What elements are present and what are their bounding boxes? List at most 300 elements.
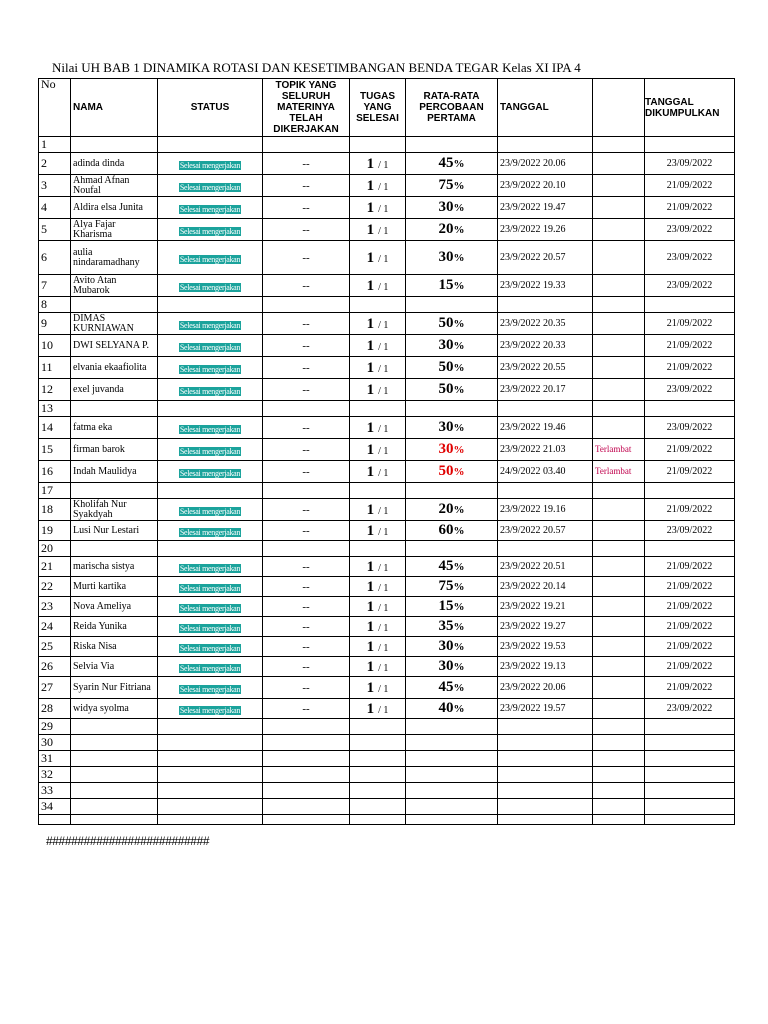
topik-value: -- xyxy=(263,677,350,699)
row-number: 1 xyxy=(39,137,71,153)
header-row xyxy=(39,79,735,137)
tugas-done: 1 xyxy=(366,381,375,398)
topik-value: -- xyxy=(263,499,350,521)
status-badge[interactable]: Selesai mengerjakan xyxy=(179,506,241,516)
late-note xyxy=(593,197,645,219)
collected-date xyxy=(645,719,735,735)
tugas-done: 1 xyxy=(366,638,375,655)
status-badge[interactable]: Selesai mengerjakan xyxy=(179,705,241,715)
collected-date: 23/09/2022 xyxy=(645,241,735,275)
late-note xyxy=(593,597,645,617)
tugas-cell xyxy=(350,175,406,197)
status-cell xyxy=(158,197,263,219)
tugas-cell xyxy=(350,751,406,767)
submission-timestamp: 23/9/2022 19.21 xyxy=(498,597,593,617)
late-note xyxy=(593,241,645,275)
tugas-cell xyxy=(350,357,406,379)
table-row xyxy=(39,313,735,335)
status-cell xyxy=(158,637,263,657)
tugas-cell xyxy=(350,783,406,799)
status-cell xyxy=(158,767,263,783)
table-row xyxy=(39,153,735,175)
row-number: 18 xyxy=(39,499,71,521)
tugas-cell xyxy=(350,499,406,521)
table-row xyxy=(39,379,735,401)
status-badge[interactable]: Selesai mengerjakan xyxy=(179,182,241,192)
tugas-done: 1 xyxy=(366,337,375,354)
status-cell xyxy=(158,735,263,751)
header-tanggal: TANGGAL xyxy=(498,79,593,137)
late-note: Terlambat xyxy=(593,461,645,483)
collected-date: 21/09/2022 xyxy=(645,335,735,357)
score-value: 45 xyxy=(438,679,454,695)
late-note xyxy=(593,335,645,357)
tugas-done: 1 xyxy=(366,578,375,595)
row-number: 15 xyxy=(39,439,71,461)
topik-value: -- xyxy=(263,335,350,357)
percent-sign: % xyxy=(453,525,465,537)
table-row xyxy=(39,197,735,219)
late-note xyxy=(593,483,645,499)
collected-date: 21/09/2022 xyxy=(645,577,735,597)
score-cell xyxy=(406,577,498,597)
status-badge[interactable]: Selesai mengerjakan xyxy=(179,160,241,170)
header-tanggal-dikumpulkan: TANGGAL DIKUMPULKAN xyxy=(645,79,735,137)
collected-date xyxy=(645,541,735,557)
table-row xyxy=(39,483,735,499)
student-name: DIMAS KURNIAWAN xyxy=(71,313,158,335)
row-number: 19 xyxy=(39,521,71,541)
score-cell xyxy=(406,357,498,379)
submission-timestamp: 23/9/2022 19.46 xyxy=(498,417,593,439)
row-number: 29 xyxy=(39,719,71,735)
submission-timestamp xyxy=(498,483,593,499)
submission-timestamp: 24/9/2022 03.40 xyxy=(498,461,593,483)
late-note xyxy=(593,175,645,197)
submission-timestamp xyxy=(498,137,593,153)
status-cell xyxy=(158,751,263,767)
tugas-total: / 1 xyxy=(378,683,389,695)
topik-value: -- xyxy=(263,379,350,401)
table-row xyxy=(39,637,735,657)
tugas-done: 1 xyxy=(366,522,375,539)
student-name: widya syolma xyxy=(71,699,158,719)
row-number: 4 xyxy=(39,197,71,219)
topik-value: -- xyxy=(263,219,350,241)
student-name: Indah Maulidya xyxy=(71,461,158,483)
tugas-done: 1 xyxy=(366,249,375,266)
tugas-total: / 1 xyxy=(378,203,389,215)
percent-sign: % xyxy=(453,682,465,694)
topik-value: -- xyxy=(263,241,350,275)
status-badge[interactable]: Selesai mengerjakan xyxy=(179,386,241,396)
student-name: Syarin Nur Fitriana xyxy=(71,677,158,699)
topik-value xyxy=(263,815,350,825)
late-note xyxy=(593,719,645,735)
table-row xyxy=(39,699,735,719)
late-note xyxy=(593,357,645,379)
tugas-cell xyxy=(350,439,406,461)
submission-timestamp: 23/9/2022 21.03 xyxy=(498,439,593,461)
submission-timestamp: 23/9/2022 19.47 xyxy=(498,197,593,219)
late-note xyxy=(593,799,645,815)
student-name: Kholifah Nur Syakdyah xyxy=(71,499,158,521)
student-name: Reida Yunika xyxy=(71,617,158,637)
score-cell xyxy=(406,521,498,541)
table-row xyxy=(39,297,735,313)
late-note xyxy=(593,617,645,637)
percent-sign: % xyxy=(453,202,465,214)
status-cell xyxy=(158,815,263,825)
row-number: 13 xyxy=(39,401,71,417)
row-number: 23 xyxy=(39,597,71,617)
score-cell xyxy=(406,499,498,521)
late-note xyxy=(593,219,645,241)
collected-date: 21/09/2022 xyxy=(645,637,735,657)
footer-hash: ########################## xyxy=(46,834,210,848)
score-value: 30 xyxy=(438,337,454,353)
topik-value xyxy=(263,751,350,767)
row-number: 26 xyxy=(39,657,71,677)
percent-sign: % xyxy=(453,252,465,264)
topik-value: -- xyxy=(263,699,350,719)
student-name: Nova Ameliya xyxy=(71,597,158,617)
tugas-cell xyxy=(350,617,406,637)
late-note xyxy=(593,417,645,439)
score-value: 20 xyxy=(438,221,454,237)
row-number xyxy=(39,815,71,825)
status-badge[interactable]: Selesai mengerjakan xyxy=(179,282,241,292)
score-cell xyxy=(406,461,498,483)
collected-date: 21/09/2022 xyxy=(645,175,735,197)
tugas-total: / 1 xyxy=(378,642,389,654)
collected-date: 21/09/2022 xyxy=(645,597,735,617)
submission-timestamp: 23/9/2022 20.33 xyxy=(498,335,593,357)
tugas-cell xyxy=(350,313,406,335)
tugas-done: 1 xyxy=(366,155,375,172)
status-badge[interactable]: Selesai mengerjakan xyxy=(179,563,241,573)
sheet-title: Nilai UH BAB 1 DINAMIKA ROTASI DAN KESETIMBANGAN BENDA TEGAR Kelas XI IPA 4 xyxy=(52,60,581,75)
submission-timestamp: 23/9/2022 20.51 xyxy=(498,557,593,577)
status-badge[interactable]: Selesai mengerjakan xyxy=(179,583,241,593)
topik-value: -- xyxy=(263,577,350,597)
tugas-done: 1 xyxy=(366,679,375,696)
late-note xyxy=(593,313,645,335)
score-cell xyxy=(406,783,498,799)
table-row xyxy=(39,735,735,751)
score-cell xyxy=(406,735,498,751)
score-cell xyxy=(406,557,498,577)
collected-date: 23/09/2022 xyxy=(645,219,735,241)
submission-timestamp: 23/9/2022 19.27 xyxy=(498,617,593,637)
collected-date xyxy=(645,751,735,767)
topik-value xyxy=(263,541,350,557)
submission-timestamp: 23/9/2022 19.57 xyxy=(498,699,593,719)
percent-sign: % xyxy=(453,581,465,593)
tugas-total: / 1 xyxy=(378,423,389,435)
late-note xyxy=(593,297,645,313)
late-note xyxy=(593,541,645,557)
percent-sign: % xyxy=(453,703,465,715)
tugas-done: 1 xyxy=(366,558,375,575)
row-number: 14 xyxy=(39,417,71,439)
late-note xyxy=(593,657,645,677)
score-value: 15 xyxy=(438,598,454,614)
collected-date: 21/09/2022 xyxy=(645,197,735,219)
tugas-cell xyxy=(350,219,406,241)
tugas-cell xyxy=(350,767,406,783)
score-cell xyxy=(406,175,498,197)
student-name: exel juvanda xyxy=(71,379,158,401)
topik-value: -- xyxy=(263,417,350,439)
collected-date xyxy=(645,783,735,799)
tugas-cell xyxy=(350,677,406,699)
student-name: elvania ekaafiolita xyxy=(71,357,158,379)
student-name: adinda dinda xyxy=(71,153,158,175)
table-row xyxy=(39,241,735,275)
status-badge[interactable]: Selesai mengerjakan xyxy=(179,342,241,352)
tugas-done: 1 xyxy=(366,501,375,518)
topik-value xyxy=(263,719,350,735)
tugas-done: 1 xyxy=(366,463,375,480)
status-badge[interactable]: Selesai mengerjakan xyxy=(179,468,241,478)
collected-date xyxy=(645,767,735,783)
score-value: 50 xyxy=(438,381,454,397)
collected-date: 23/09/2022 xyxy=(645,379,735,401)
score-value: 30 xyxy=(438,419,454,435)
table-row xyxy=(39,275,735,297)
submission-timestamp: 23/9/2022 19.53 xyxy=(498,637,593,657)
percent-sign: % xyxy=(453,340,465,352)
tugas-total: / 1 xyxy=(378,341,389,353)
score-cell xyxy=(406,699,498,719)
status-cell xyxy=(158,483,263,499)
status-cell xyxy=(158,357,263,379)
score-value: 75 xyxy=(438,177,454,193)
row-number: 9 xyxy=(39,313,71,335)
collected-date xyxy=(645,297,735,313)
status-cell xyxy=(158,499,263,521)
late-note xyxy=(593,401,645,417)
submission-timestamp: 23/9/2022 19.26 xyxy=(498,219,593,241)
table-row xyxy=(39,521,735,541)
tugas-done: 1 xyxy=(366,658,375,675)
status-badge[interactable]: Selesai mengerjakan xyxy=(179,424,241,434)
score-cell xyxy=(406,483,498,499)
row-number: 3 xyxy=(39,175,71,197)
tugas-total: / 1 xyxy=(378,281,389,293)
topik-value: -- xyxy=(263,357,350,379)
student-name: Murti kartika xyxy=(71,577,158,597)
collected-date: 21/09/2022 xyxy=(645,439,735,461)
score-cell xyxy=(406,767,498,783)
student-name: firman barok xyxy=(71,439,158,461)
status-badge[interactable]: Selesai mengerjakan xyxy=(179,603,241,613)
score-cell xyxy=(406,439,498,461)
header-tugas: TUGAS YANG SELESAI xyxy=(350,79,406,137)
score-cell xyxy=(406,313,498,335)
student-name: Avito Atan Mubarok xyxy=(71,275,158,297)
topik-value xyxy=(263,783,350,799)
late-note xyxy=(593,275,645,297)
score-value: 40 xyxy=(438,700,454,716)
status-cell xyxy=(158,699,263,719)
late-note xyxy=(593,767,645,783)
late-note xyxy=(593,677,645,699)
percent-sign: % xyxy=(453,601,465,613)
tugas-cell xyxy=(350,557,406,577)
tugas-cell xyxy=(350,577,406,597)
row-number: 12 xyxy=(39,379,71,401)
late-note xyxy=(593,699,645,719)
status-badge[interactable]: Selesai mengerjakan xyxy=(179,643,241,653)
student-name: Aldira elsa Junita xyxy=(71,197,158,219)
late-note xyxy=(593,499,645,521)
score-cell xyxy=(406,153,498,175)
row-number: 27 xyxy=(39,677,71,699)
status-cell xyxy=(158,275,263,297)
table-row xyxy=(39,657,735,677)
status-badge[interactable]: Selesai mengerjakan xyxy=(179,446,241,456)
late-note xyxy=(593,379,645,401)
tugas-done: 1 xyxy=(366,277,375,294)
collected-date: 21/09/2022 xyxy=(645,499,735,521)
topik-value xyxy=(263,483,350,499)
tugas-total: / 1 xyxy=(378,225,389,237)
tugas-cell xyxy=(350,197,406,219)
status-badge[interactable]: Selesai mengerjakan xyxy=(179,320,241,330)
student-name: Lusi Nur Lestari xyxy=(71,521,158,541)
row-number: 33 xyxy=(39,783,71,799)
late-note xyxy=(593,137,645,153)
tugas-cell xyxy=(350,699,406,719)
score-cell xyxy=(406,379,498,401)
tugas-cell xyxy=(350,719,406,735)
submission-timestamp xyxy=(498,767,593,783)
collected-date: 23/09/2022 xyxy=(645,521,735,541)
status-cell xyxy=(158,617,263,637)
status-badge[interactable]: Selesai mengerjakan xyxy=(179,527,241,537)
status-badge[interactable]: Selesai mengerjakan xyxy=(179,204,241,214)
status-cell xyxy=(158,677,263,699)
table-row xyxy=(39,175,735,197)
tugas-done: 1 xyxy=(366,419,375,436)
student-name xyxy=(71,483,158,499)
table-row xyxy=(39,577,735,597)
percent-sign: % xyxy=(453,661,465,673)
student-name: DWI SELYANA P. xyxy=(71,335,158,357)
topik-value: -- xyxy=(263,275,350,297)
tugas-total: / 1 xyxy=(378,622,389,634)
status-cell xyxy=(158,313,263,335)
submission-timestamp xyxy=(498,751,593,767)
status-cell xyxy=(158,241,263,275)
student-name: Riska Nisa xyxy=(71,637,158,657)
score-cell xyxy=(406,597,498,617)
percent-sign: % xyxy=(453,621,465,633)
score-value: 50 xyxy=(438,315,454,331)
tugas-total: / 1 xyxy=(378,467,389,479)
late-note xyxy=(593,153,645,175)
topik-value: -- xyxy=(263,175,350,197)
status-cell xyxy=(158,597,263,617)
score-cell xyxy=(406,417,498,439)
tugas-cell xyxy=(350,657,406,677)
status-badge[interactable]: Selesai mengerjakan xyxy=(179,226,241,236)
collected-date: 21/09/2022 xyxy=(645,617,735,637)
collected-date: 23/09/2022 xyxy=(645,275,735,297)
topik-value: -- xyxy=(263,197,350,219)
tugas-cell xyxy=(350,297,406,313)
tugas-cell xyxy=(350,401,406,417)
status-cell xyxy=(158,417,263,439)
table-row xyxy=(39,499,735,521)
table-row xyxy=(39,767,735,783)
tugas-cell xyxy=(350,483,406,499)
late-note xyxy=(593,751,645,767)
percent-sign: % xyxy=(453,422,465,434)
collected-date xyxy=(645,815,735,825)
student-name: Ahmad Afnan Noufal xyxy=(71,175,158,197)
status-badge[interactable]: Selesai mengerjakan xyxy=(179,623,241,633)
topik-value xyxy=(263,401,350,417)
percent-sign: % xyxy=(453,466,465,478)
status-cell xyxy=(158,657,263,677)
student-name xyxy=(71,401,158,417)
submission-timestamp: 23/9/2022 19.13 xyxy=(498,657,593,677)
percent-sign: % xyxy=(453,444,465,456)
table-row xyxy=(39,815,735,825)
status-badge[interactable]: Selesai mengerjakan xyxy=(179,254,241,264)
status-badge[interactable]: Selesai mengerjakan xyxy=(179,684,241,694)
table-row xyxy=(39,401,735,417)
percent-sign: % xyxy=(453,504,465,516)
row-number: 25 xyxy=(39,637,71,657)
status-cell xyxy=(158,379,263,401)
row-number: 30 xyxy=(39,735,71,751)
collected-date: 21/09/2022 xyxy=(645,557,735,577)
collected-date: 23/09/2022 xyxy=(645,699,735,719)
student-name xyxy=(71,541,158,557)
table-row xyxy=(39,783,735,799)
late-note: Terlambat xyxy=(593,439,645,461)
row-number: 17 xyxy=(39,483,71,499)
table-row xyxy=(39,541,735,557)
tugas-cell xyxy=(350,815,406,825)
status-badge[interactable]: Selesai mengerjakan xyxy=(179,364,241,374)
score-cell xyxy=(406,541,498,557)
score-cell xyxy=(406,275,498,297)
row-number: 7 xyxy=(39,275,71,297)
status-cell xyxy=(158,439,263,461)
status-cell xyxy=(158,783,263,799)
status-badge[interactable]: Selesai mengerjakan xyxy=(179,663,241,673)
tugas-cell xyxy=(350,417,406,439)
submission-timestamp: 23/9/2022 20.17 xyxy=(498,379,593,401)
tugas-cell xyxy=(350,335,406,357)
submission-timestamp xyxy=(498,735,593,751)
table-row xyxy=(39,417,735,439)
collected-date xyxy=(645,401,735,417)
collected-date xyxy=(645,735,735,751)
percent-sign: % xyxy=(453,641,465,653)
tugas-done: 1 xyxy=(366,221,375,238)
score-value: 50 xyxy=(438,359,454,375)
tugas-cell xyxy=(350,521,406,541)
topik-value xyxy=(263,297,350,313)
submission-timestamp xyxy=(498,799,593,815)
row-number: 8 xyxy=(39,297,71,313)
